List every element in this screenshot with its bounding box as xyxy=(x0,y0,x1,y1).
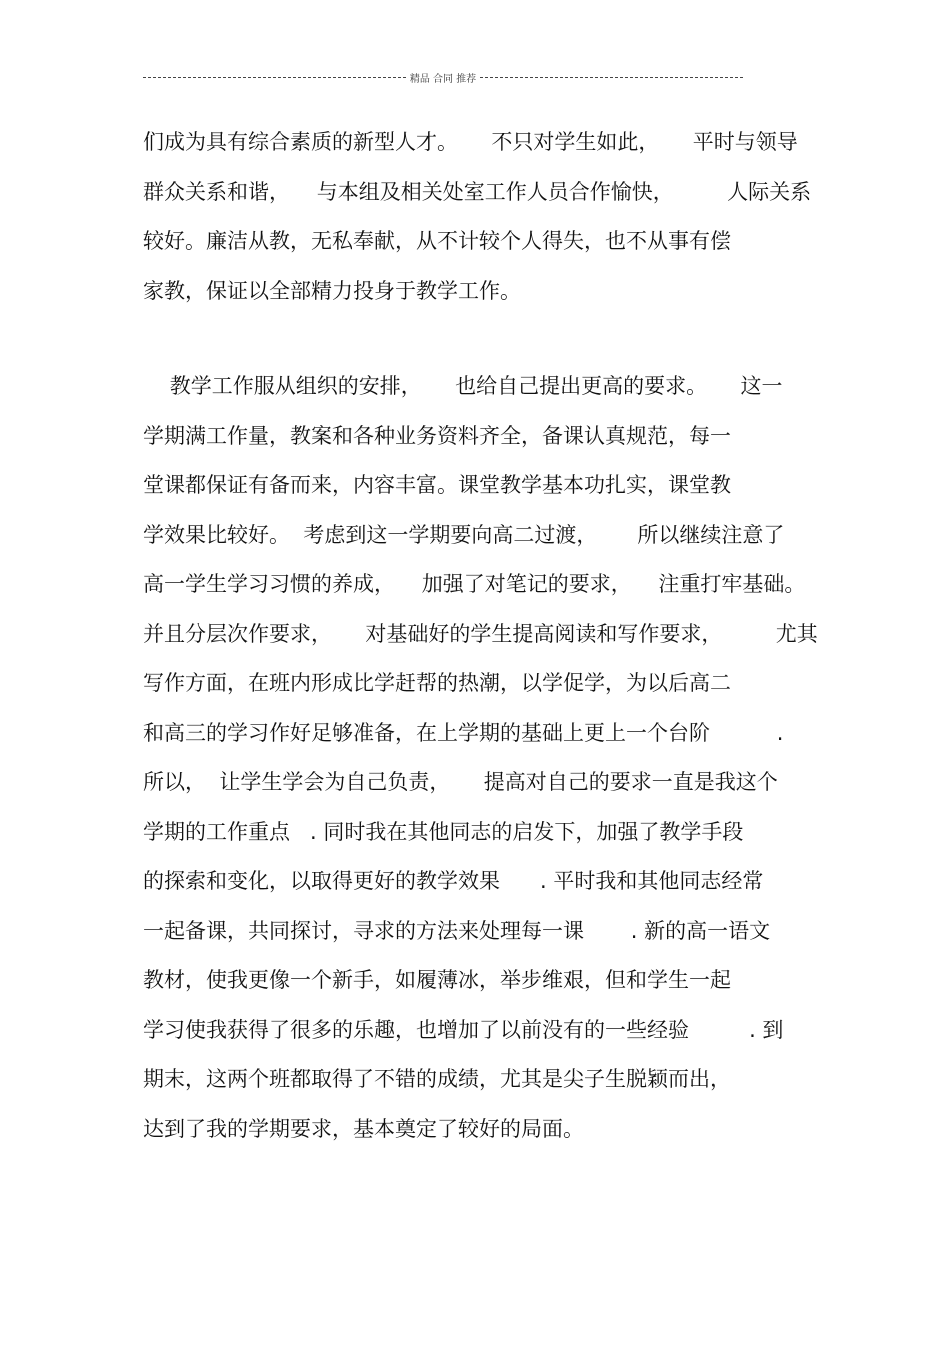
header-right-rule xyxy=(480,77,743,78)
text-line: 和高三的学习作好足够准备，在上学期的基础上更上一个台阶 . xyxy=(143,720,784,745)
text-line: 堂课都保证有备而来，内容丰富。课堂教学基本功扎实，课堂教 xyxy=(143,473,731,497)
paragraph-spacer xyxy=(143,322,823,368)
text-line: 高一学生学习习惯的养成， 加强了对笔记的要求， 注重打牢基础。 xyxy=(143,572,806,596)
text-line: 学期满工作量，教案和各种业务资料齐全，备课认真规范，每一 xyxy=(143,423,731,448)
text-line: 家教，保证以全部精力投身于教学工作。 xyxy=(143,278,521,303)
text-line: 的探索和变化，以取得更好的教学效果 . 平时我和其他同志经常 xyxy=(143,869,764,893)
text-line: 并且分层次作要求， 对基础好的学生提高阅读和写作要求， 尤其 xyxy=(143,621,818,646)
header-left-rule xyxy=(143,77,406,78)
paragraph-2 xyxy=(143,368,823,1160)
text-line: 教材，使我更像一个新手，如履薄冰，举步维艰，但和学生一起 xyxy=(143,968,731,992)
text-line: 教学工作服从组织的安排， 也给自己提出更高的要求。 这一 xyxy=(143,374,783,398)
text-line: 较好。廉洁从教，无私奉献，从不计较个人得失，也不从事有偿 xyxy=(143,229,731,253)
text-line: 学习使我获得了很多的乐趣，也增加了以前没有的一些经验 . 到 xyxy=(143,1017,784,1042)
text-line: 学期的工作重点 . 同时我在其他同志的启发下，加强了教学手段 xyxy=(143,819,744,844)
document-body xyxy=(143,124,823,1160)
text-line: 写作方面，在班内形成比学赶帮的热潮，以学促学，为以后高二 xyxy=(143,671,731,695)
text-line: 们成为具有综合素质的新型人才。 不只对学生如此， 平时与领导 xyxy=(143,130,798,154)
text-line: 学效果比较好。 考虑到这一学期要向高二过渡， 所以继续注意了 xyxy=(143,522,785,547)
header-label: 精品 合同 推荐 xyxy=(409,73,477,85)
page-header xyxy=(143,70,743,84)
paragraph-1 xyxy=(143,124,823,322)
text-line: 期末，这两个班都取得了不错的成绩，尤其是尖子生脱颖而出， xyxy=(143,1067,731,1091)
text-line: 群众关系和谐， 与本组及相关处室工作人员合作愉快， 人际关系 xyxy=(143,179,812,204)
text-line: 一起备课，共同探讨，寻求的方法来处理每一课 . 新的高一语文 xyxy=(143,918,771,943)
text-line: 达到了我的学期要求，基本奠定了较好的局面。 xyxy=(143,1116,584,1141)
text-line: 所以， 让学生学会为自己负责， 提高对自己的要求一直是我这个 xyxy=(143,770,778,794)
